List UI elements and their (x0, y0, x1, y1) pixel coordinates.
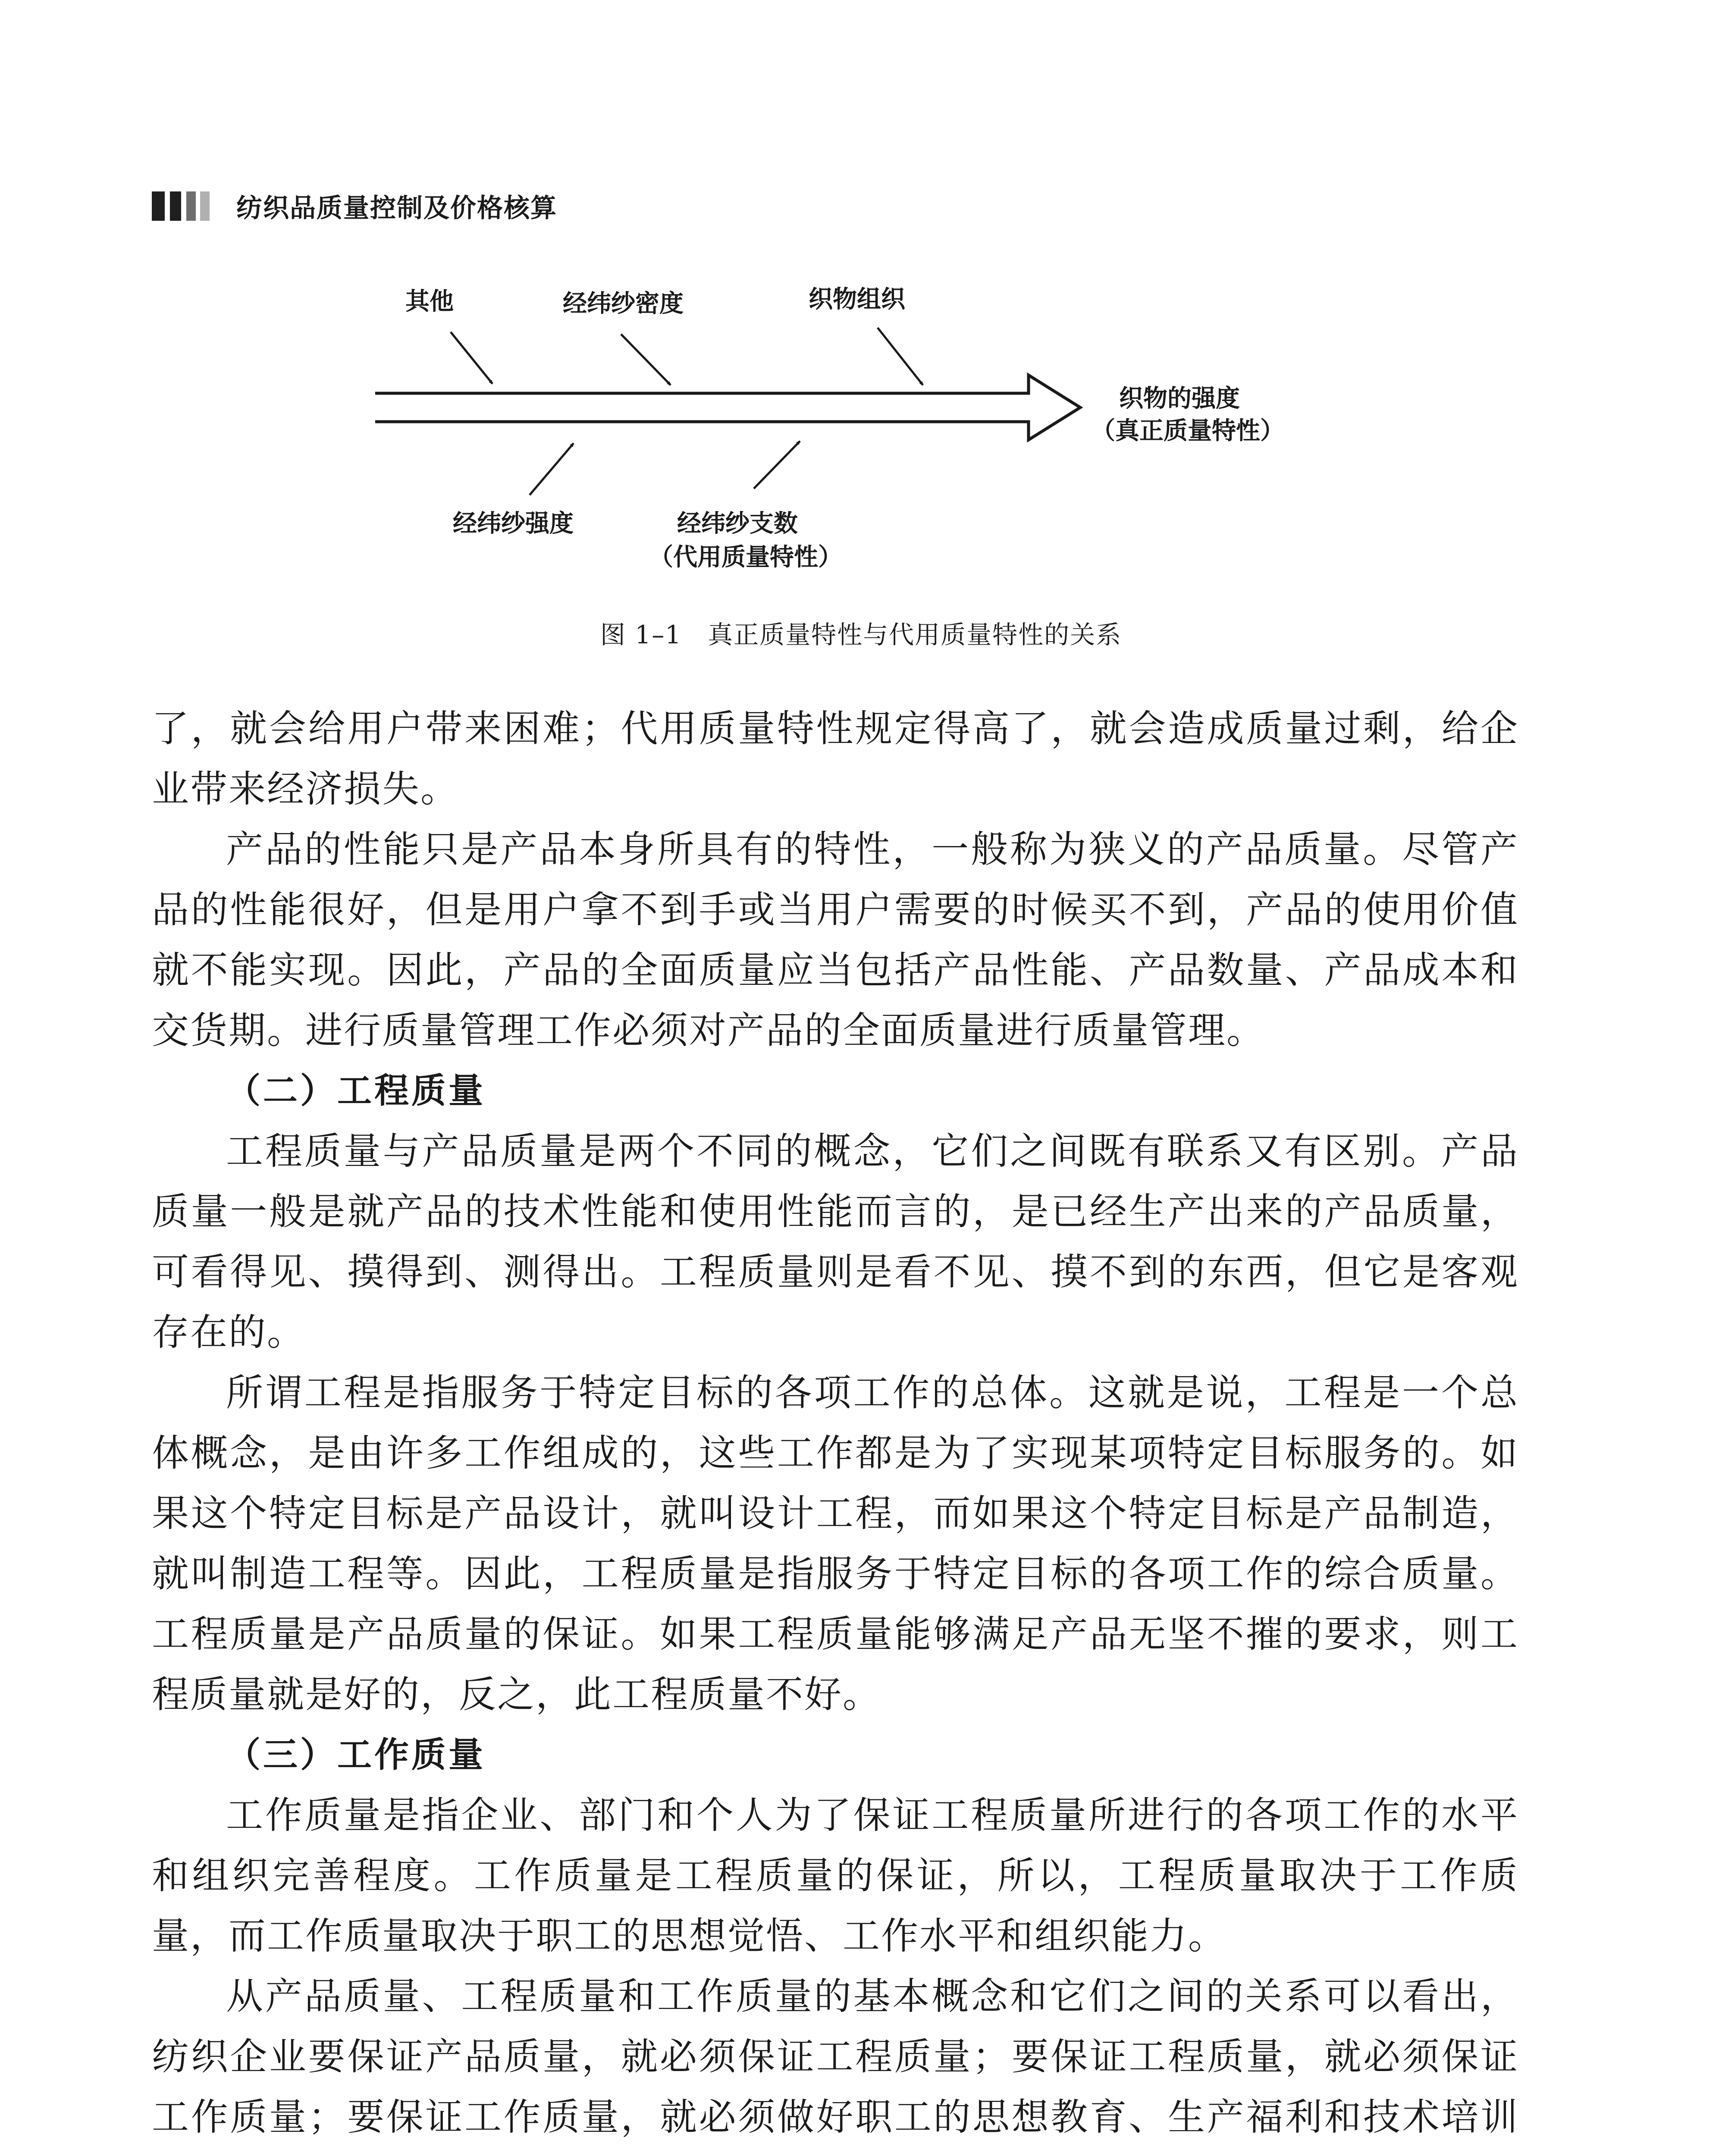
label-fabric-structure: 织物组织 (809, 285, 905, 313)
label-other: 其他 (405, 287, 454, 316)
figure-caption: 图 1–1 真正质量特性与代用质量特性的关系 (600, 620, 1122, 649)
paragraph-1: 了，就会给用户带来困难；代用质量特性规定得高了，就会造成质量过剩，给企业带来经济损失。 (152, 707, 1519, 811)
branch-arrow-density (621, 334, 671, 385)
label-target-line1: 织物的强度 (1119, 384, 1240, 413)
branch-arrow-structure (878, 328, 923, 385)
label-warp-weft-density: 经纬纱密度 (563, 289, 684, 318)
branch-arrow-strength (530, 443, 574, 495)
paragraph-6: 从产品质量、工程质量和工作质量的基本概念和它们之间的关系可以看出，纺织企业要保证产品质量，就必须保证工程质量；要保证工程质量，就必须保证工作质量；要保证工作质量，就必须做好职工的思想教育、生产福利和技术培训 (152, 1975, 1519, 2139)
paragraph-5: 工作质量是指企业、部门和个人为了保证工程质量所进行的各项工作的水平和组织完善程度。工作质量是工程质量的保证，所以，工程质量取决于工作质量，而工作质量取决于职工的思想觉悟、工作水平和组织能力。 (152, 1794, 1519, 1958)
branch-arrow-count (754, 441, 800, 489)
main-arrow (375, 375, 1080, 440)
label-yarn-strength: 经纬纱强度 (453, 509, 574, 538)
label-target-line2: （真正质量特性） (1091, 417, 1284, 445)
paragraph-3: 工程质量与产品质量是两个不同的概念，它们之间既有联系又有区别。产品质量一般是就产品的技术性能和使用性能而言的，是已经生产出来的产品质量，可看得见、摸得到、测得出。工程质量则是看不见、摸不到的东西，但它是客观存在的。 (152, 1130, 1519, 1354)
fishbone-diagram (0, 0, 1722, 673)
label-yarn-count-line1: 经纬纱支数 (677, 509, 798, 538)
branch-arrow-other (451, 332, 492, 384)
section-heading-work-quality: （三）工作质量 (226, 1735, 486, 1775)
book-title: 纺织品质量控制及价格核算 (236, 193, 557, 223)
body-text (152, 699, 1519, 2156)
paragraph-4: 所谓工程是指服务于特定目标的各项工作的总体。这就是说，工程是一个总体概念，是由许多工作组成的，这些工作都是为了实现某项特定目标服务的。如果这个特定目标是产品设计，就叫设计工程，而如果这个特定目标是产品制造，就叫制造工程等。因此，工程质量是指服务于特定目标的各项工作的综合质量。工程质量是产品质量的保证。如果工程质量能够满足产品无坚不摧的要求，则工程质量就是好的，反之，此工程质量不好。 (152, 1371, 1519, 1716)
label-yarn-count-line2: （代用质量特性） (649, 543, 842, 571)
paragraph-2: 产品的性能只是产品本身所具有的特性，一般称为狭义的产品质量。尽管产品的性能很好，但是用户拿不到手或当用户需要的时候买不到，产品的使用价值就不能实现。因此，产品的全面质量应当包括产品性能、产品数量、产品成本和交货期。进行质量管理工作必须对产品的全面质量进行质量管理。 (152, 828, 1519, 1052)
section-heading-engineering-quality: （二）工程质量 (226, 1071, 486, 1111)
fishbone-figure (0, 0, 1722, 673)
